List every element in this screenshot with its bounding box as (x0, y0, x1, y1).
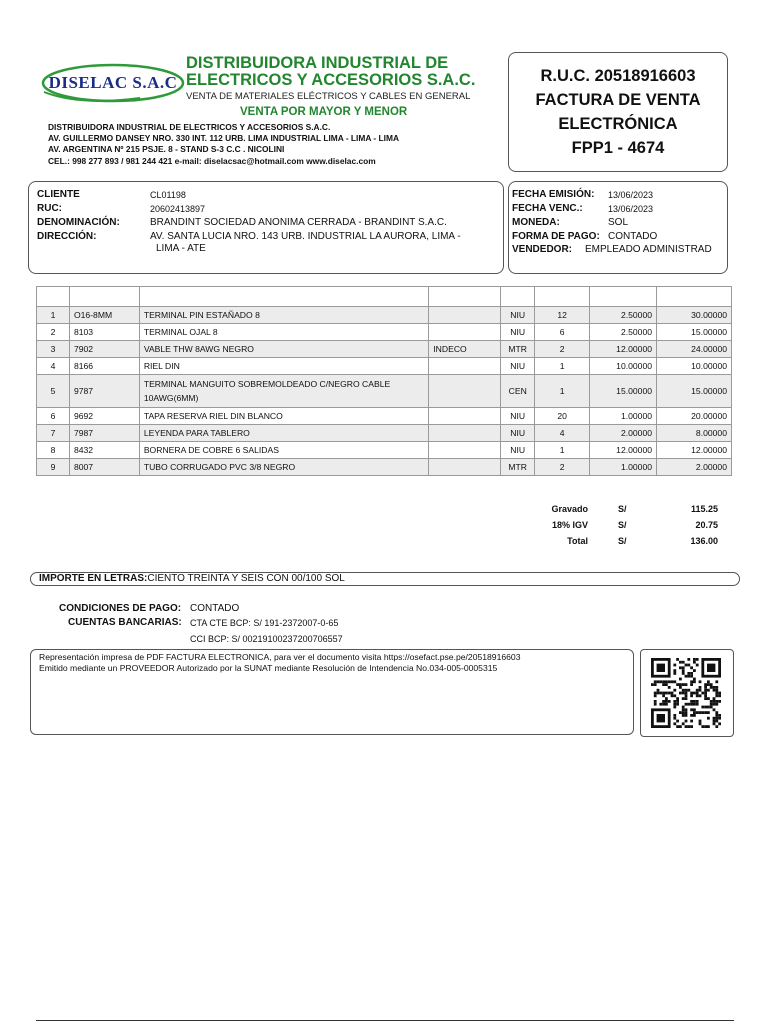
direccion-line1: AV. SANTA LUCIA NRO. 143 URB. INDUSTRIAL LA AURORA, LIMA - (150, 231, 461, 242)
total-label: Total (567, 536, 588, 546)
item-description (139, 375, 428, 408)
table-row (37, 341, 732, 358)
table-header-row (37, 287, 732, 307)
fecha-venc-label: FECHA VENC.: (512, 203, 583, 214)
gravado-label: Gravado (551, 504, 588, 514)
importe-letras-box (30, 572, 740, 586)
condiciones-pago-label: CONDICIONES DE PAGO: (59, 603, 182, 614)
item-quantity: 2 (535, 459, 590, 476)
item-number: 9 (37, 459, 70, 476)
item-quantity: 12 (535, 307, 590, 324)
item-brand (429, 459, 501, 476)
item-quantity: 1 (535, 442, 590, 459)
item-description: BORNERA DE COBRE 6 SALIDAS (139, 442, 428, 459)
item-unit: MTR (501, 459, 535, 476)
cliente-value: CL01198 (150, 190, 186, 200)
item-number: 3 (37, 341, 70, 358)
item-total: 12.00000 (657, 442, 732, 459)
item-description: TAPA RESERVA RIEL DIN BLANCO (139, 408, 428, 425)
ruc-value: 20602413897 (150, 204, 206, 214)
total-row (508, 533, 718, 549)
company-info (48, 122, 399, 167)
company-name (186, 55, 475, 89)
item-quantity: 6 (535, 324, 590, 341)
importe-value: CIENTO TREINTA Y SEIS CON 00/100 SOL (147, 573, 345, 584)
totals-block (508, 501, 718, 549)
item-code: 8007 (69, 459, 139, 476)
item-unit: NIU (501, 358, 535, 375)
cuentas-bancarias-label: CUENTAS BANCARIAS: (68, 617, 182, 628)
item-number: 8 (37, 442, 70, 459)
item-number: 1 (37, 307, 70, 324)
company-info-line1: DISTRIBUIDORA INDUSTRIAL DE ELECTRICOS Y ACCESORIOS S.A.C. (48, 122, 331, 132)
item-total: 2.00000 (657, 459, 732, 476)
item-code: 8432 (69, 442, 139, 459)
item-code: O16-8MM (69, 307, 139, 324)
company-name-line2: ELECTRICOS Y ACCESORIOS S.A.C. (186, 71, 476, 89)
gravado-value: 115.25 (690, 504, 718, 514)
table-row (37, 358, 732, 375)
item-total: 15.00000 (657, 324, 732, 341)
item-number: 6 (37, 408, 70, 425)
forma-pago-label: FORMA DE PAGO: (512, 231, 600, 242)
item-unit: NIU (501, 442, 535, 459)
table-row (37, 307, 732, 324)
igv-row (508, 517, 718, 533)
item-unit-price: 15.00000 (590, 375, 657, 408)
item-code: 9787 (69, 375, 139, 408)
company-info-line4: CEL.: 998 277 893 / 981 244 421 e-mail: diselacsac@hotmail.com www.diselac.com (48, 155, 376, 166)
company-name-line1: DISTRIBUIDORA INDUSTRIAL DE (186, 54, 449, 72)
items-table (36, 286, 732, 476)
item-total: 24.00000 (657, 341, 732, 358)
bottom-rule (36, 1020, 734, 1021)
cuenta-cci: CCI BCP: S/ 00219100237200706557 (190, 634, 343, 644)
item-unit: NIU (501, 425, 535, 442)
importe-label: IMPORTE EN LETRAS: (39, 573, 148, 584)
igv-currency: S/ (618, 520, 627, 530)
total-currency: S/ (618, 536, 627, 546)
item-code: 8103 (69, 324, 139, 341)
item-code: 7987 (69, 425, 139, 442)
direccion-line2: LIMA - ATE (156, 243, 206, 254)
item-description: TERMINAL PIN ESTAÑADO 8 (139, 307, 428, 324)
fecha-venc-value: 13/06/2023 (608, 204, 654, 214)
logo-text: DISELAC S.A.C (48, 73, 178, 92)
vendedor-value: EMPLEADO ADMINISTRAD (585, 244, 712, 255)
item-unit-price: 1.00000 (590, 408, 657, 425)
item-unit-price: 12.00000 (590, 442, 657, 459)
item-brand (429, 425, 501, 442)
item-unit: NIU (501, 307, 535, 324)
doc-type-line1: FACTURA DE VENTA (535, 91, 701, 109)
item-quantity: 20 (535, 408, 590, 425)
item-unit-price: 2.50000 (590, 307, 657, 324)
denominacion-value: BRANDINT SOCIEDAD ANONIMA CERRADA - BRANDINT S.A.C. (150, 217, 447, 228)
direccion-label: DIRECCIÓN: (37, 231, 97, 242)
cuenta-cte: CTA CTE BCP: S/ 191-2372007-0-65 (190, 618, 339, 628)
item-total: 8.00000 (657, 425, 732, 442)
company-info-line3: AV. ARGENTINA Nº 215 PSJE. 8 - STAND S-3 C.C . NICOLINI (48, 144, 285, 155)
item-brand (429, 408, 501, 425)
condiciones-pago-value: CONTADO (190, 603, 240, 614)
table-row (37, 324, 732, 341)
item-code: 9692 (69, 408, 139, 425)
invoice-id-box (508, 52, 728, 172)
table-row (37, 408, 732, 425)
item-number: 5 (37, 375, 70, 408)
item-unit-price: 1.00000 (590, 459, 657, 476)
item-number: 7 (37, 425, 70, 442)
company-logo (46, 67, 180, 99)
item-brand (429, 375, 501, 408)
footer-line2: Emitido mediante un PROVEEDOR Autorizado por la SUNAT mediante Resolución de Intendencia No.034-005-0005315 (39, 663, 498, 673)
company-sale-type: VENTA POR MAYOR Y MENOR (240, 106, 408, 118)
igv-label: 18% IGV (551, 520, 588, 530)
footer-note (31, 650, 633, 676)
invoice-number: FPP1 - 4674 (571, 139, 665, 157)
gravado-currency: S/ (618, 504, 627, 514)
item-unit-price: 10.00000 (590, 358, 657, 375)
item-brand: INDECO (429, 341, 501, 358)
item-brand (429, 307, 501, 324)
item-quantity: 2 (535, 341, 590, 358)
qr-code-box (640, 649, 734, 737)
item-brand (429, 442, 501, 459)
ruc-label: RUC: (37, 203, 62, 214)
cliente-label: CLIENTE (37, 189, 80, 200)
item-total: 10.00000 (657, 358, 732, 375)
item-description-line1: TERMINAL MANGUITO SOBREMOLDEADO C/NEGRO CABLE (143, 379, 391, 389)
company-info-line2: AV. GUILLERMO DANSEY NRO. 330 INT. 112 URB. LIMA INDUSTRIAL LIMA - LIMA - LIMA (48, 133, 399, 144)
item-description-line2: 10AWG(6MM) (143, 393, 199, 403)
moneda-value: SOL (608, 217, 629, 228)
item-total: 20.00000 (657, 408, 732, 425)
footer-line1: Representación impresa de PDF FACTURA ELECTRONICA, para ver el documento visita https://osefact.pse.pe/20518916603 (39, 652, 521, 662)
item-quantity: 4 (535, 425, 590, 442)
item-description: LEYENDA PARA TABLERO (139, 425, 428, 442)
forma-pago-value: CONTADO (608, 231, 658, 242)
company-tagline: VENTA DE MATERIALES ELÉCTRICOS Y CABLES EN GENERAL (186, 91, 471, 102)
qr-code-icon (651, 658, 721, 728)
doc-type-line2: ELECTRÓNICA (558, 115, 678, 133)
item-brand (429, 358, 501, 375)
total-value: 136.00 (690, 536, 718, 546)
footer-note-box (30, 649, 634, 735)
moneda-label: MONEDA: (512, 217, 560, 228)
item-description: RIEL DIN (139, 358, 428, 375)
item-code: 7902 (69, 341, 139, 358)
item-unit-price: 2.00000 (590, 425, 657, 442)
item-unit: NIU (501, 324, 535, 341)
item-total: 30.00000 (657, 307, 732, 324)
item-unit-price: 2.50000 (590, 324, 657, 341)
ruc-number: R.U.C. 20518916603 (540, 67, 696, 85)
table-row (37, 425, 732, 442)
item-code: 8166 (69, 358, 139, 375)
item-unit: NIU (501, 408, 535, 425)
table-row (37, 442, 732, 459)
fecha-emision-value: 13/06/2023 (608, 190, 654, 200)
item-quantity: 1 (535, 375, 590, 408)
item-quantity: 1 (535, 358, 590, 375)
item-number: 4 (37, 358, 70, 375)
table-row (37, 459, 732, 476)
item-total: 15.00000 (657, 375, 732, 408)
vendedor-label: VENDEDOR: (512, 244, 573, 255)
item-brand (429, 324, 501, 341)
item-number: 2 (37, 324, 70, 341)
igv-value: 20.75 (695, 520, 718, 530)
item-unit: MTR (501, 341, 535, 358)
fecha-emision-label: FECHA EMISIÓN: (512, 189, 595, 200)
item-unit: CEN (501, 375, 535, 408)
item-description: TUBO CORRUGADO PVC 3/8 NEGRO (139, 459, 428, 476)
item-description: TERMINAL OJAL 8 (139, 324, 428, 341)
item-description: VABLE THW 8AWG NEGRO (139, 341, 428, 358)
item-unit-price: 12.00000 (590, 341, 657, 358)
denominacion-label: DENOMINACIÓN: (37, 217, 120, 228)
table-row (37, 375, 732, 408)
gravado-row (508, 501, 718, 517)
